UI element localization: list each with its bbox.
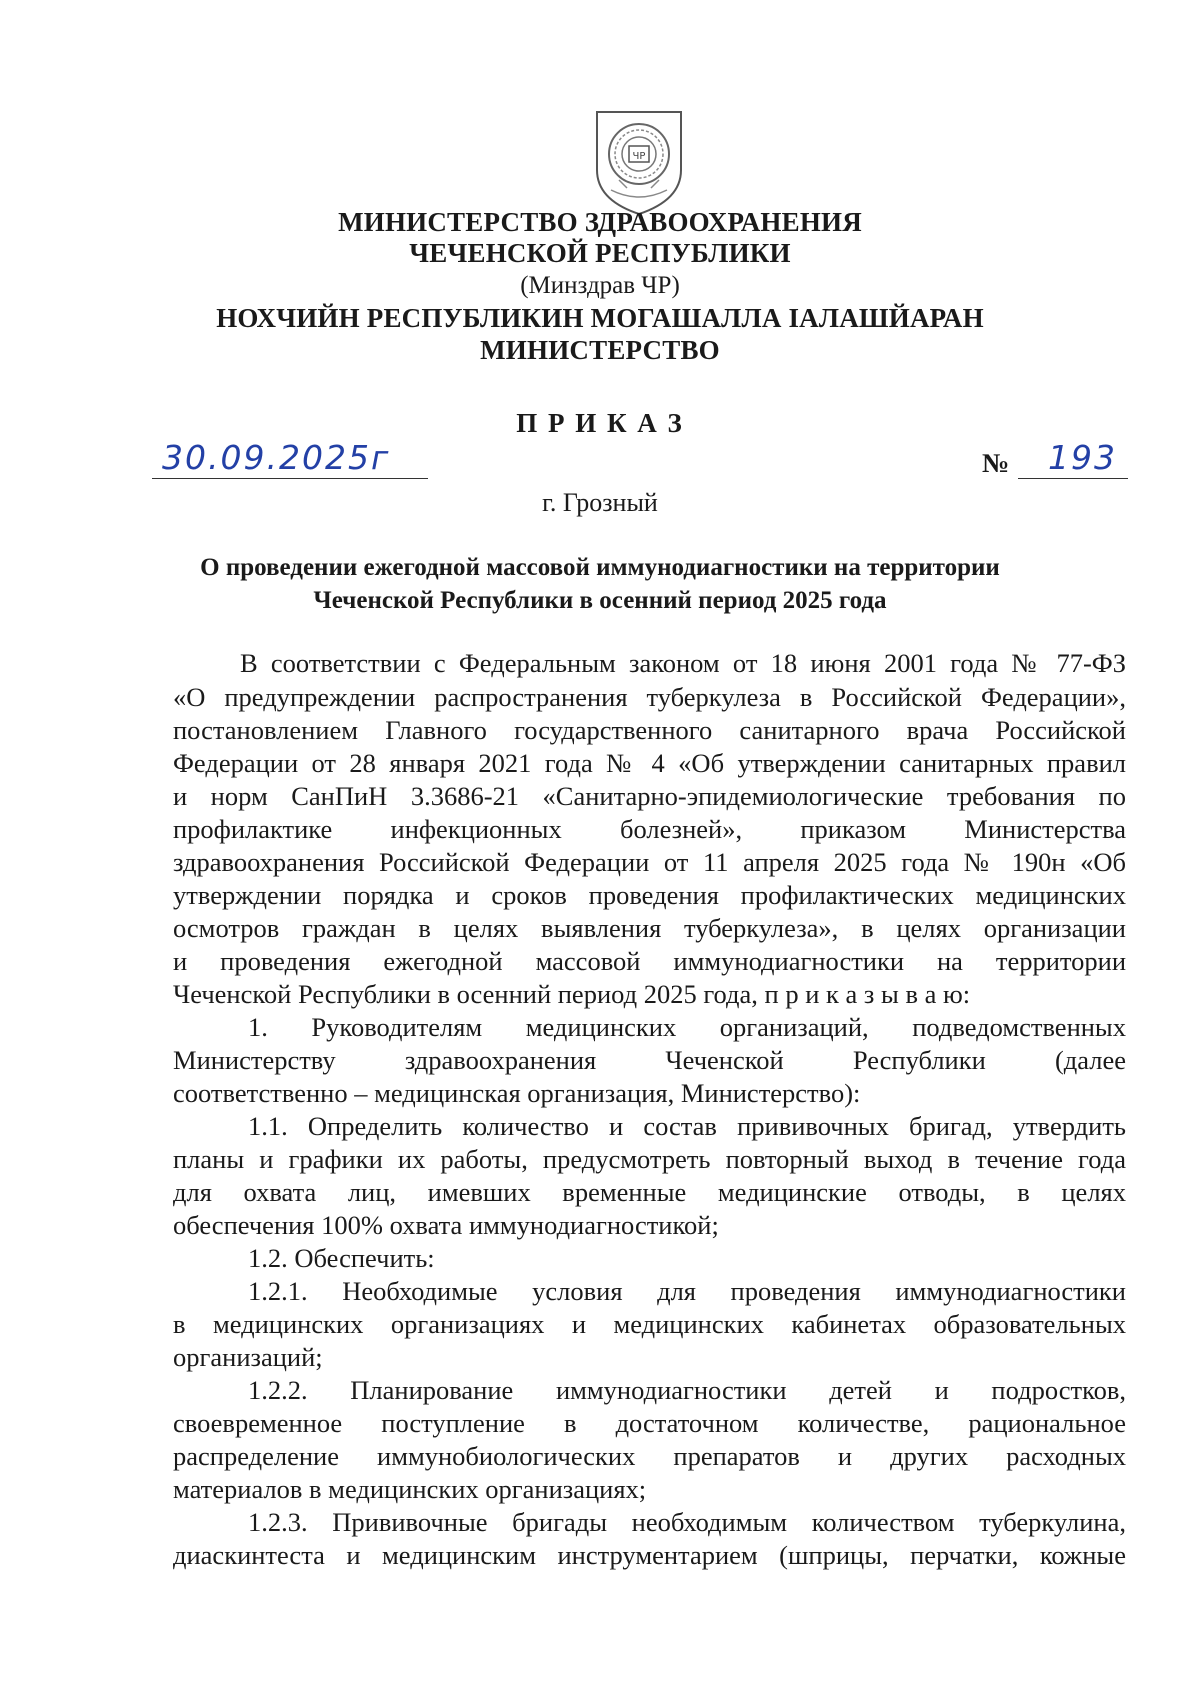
body-line: В соответствии с Федеральным законом от 18 июня 2001 года № 77-ФЗ <box>240 648 1126 678</box>
ministry-name-ru-1: МИНИСТЕРСТВО ЗДРАВООХРАНЕНИЯ <box>338 207 862 237</box>
order-date: 30.09.2025г <box>162 438 391 477</box>
body-line: организаций; <box>173 1342 323 1372</box>
body-line: 1.2.2. Планирование иммунодиагностики детей и подростков, <box>248 1375 1126 1405</box>
body-line: и проведения ежегодной массовой иммунодиагностики на территории <box>173 946 1126 976</box>
body-line: осмотров граждан в целях выявления туберкулеза», в целях организации <box>173 913 1126 943</box>
body-line: в медицинских организациях и медицинских кабинетах образовательных <box>173 1309 1126 1339</box>
body-line: Министерству здравоохранения Чеченской Республики (далее <box>173 1045 1126 1075</box>
body-line: 1. Руководителям медицинских организаций, подведомственных <box>248 1012 1126 1042</box>
body-line: планы и графики их работы, предусмотреть повторный выход в течение года <box>173 1144 1126 1174</box>
coat-of-arms-icon <box>591 108 687 218</box>
order-title-line-1: О проведении ежегодной массовой иммунодиагностики на территории <box>200 554 1000 581</box>
body-line: материалов в медицинских организациях; <box>173 1474 647 1504</box>
order-type: П Р И К А З <box>516 408 684 438</box>
ministry-name-ce-1: НОХЧИЙН РЕСПУБЛИКИН МОГАШАЛЛА ІАЛАШЙАРАН <box>216 303 984 333</box>
body-line: соответственно – медицинская организация, Министерство): <box>173 1078 861 1108</box>
body-line: Федерации от 28 января 2021 года № 4 «Об утверждении санитарных правил <box>173 748 1126 778</box>
body-line: обеспечения 100% охвата иммунодиагностикой; <box>173 1210 719 1240</box>
body-line: распределение иммунобиологических препаратов и других расходных <box>173 1441 1126 1471</box>
ministry-abbreviation: (Минздрав ЧР) <box>520 272 680 299</box>
body-line: постановлением Главного государственного санитарного врача Российской <box>173 715 1126 745</box>
body-line: профилактике инфекционных болезней», приказом Министерства <box>173 814 1126 844</box>
date-underline <box>152 478 428 479</box>
body-line: 1.2.3. Прививочные бригады необходимым количеством туберкулина, <box>248 1507 1126 1537</box>
city: г. Грозный <box>542 488 658 517</box>
svg-text:ЧР: ЧР <box>632 151 646 162</box>
body-line: своевременное поступление в достаточном количестве, рациональное <box>173 1408 1126 1438</box>
body-line: 1.1. Определить количество и состав прививочных бригад, утвердить <box>248 1111 1126 1141</box>
body-line: «О предупреждении распространения туберкулеза в Российской Федерации», <box>173 682 1126 712</box>
body-line: здравоохранения Российской Федерации от 11 апреля 2025 года № 190н «Об <box>173 847 1126 877</box>
body-line: утверждении порядка и сроков проведения профилактических медицинских <box>173 880 1126 910</box>
order-number: 193 <box>1048 438 1117 477</box>
ministry-name-ru-2: ЧЕЧЕНСКОЙ РЕСПУБЛИКИ <box>409 238 791 268</box>
body-line: 1.2.1. Необходимые условия для проведения иммунодиагностики <box>248 1276 1126 1306</box>
body-line: 1.2. Обеспечить: <box>248 1243 435 1273</box>
number-underline <box>1018 478 1128 479</box>
body-line: для охвата лиц, имевших временные медицинские отводы, в целях <box>173 1177 1126 1207</box>
number-label: № <box>982 448 1010 478</box>
body-line: Чеченской Республики в осенний период 2025 года, п р и к а з ы в а ю: <box>173 979 971 1009</box>
body-line: диаскинтеста и медицинским инструментарием (шприцы, перчатки, кожные <box>173 1540 1126 1570</box>
ministry-name-ce-2: МИНИСТЕРСТВО <box>480 335 720 365</box>
order-title-line-2: Чеченской Республики в осенний период 2025 года <box>313 587 887 614</box>
body-line: и норм СанПиН 3.3686-21 «Санитарно-эпидемиологические требования по <box>173 781 1126 811</box>
